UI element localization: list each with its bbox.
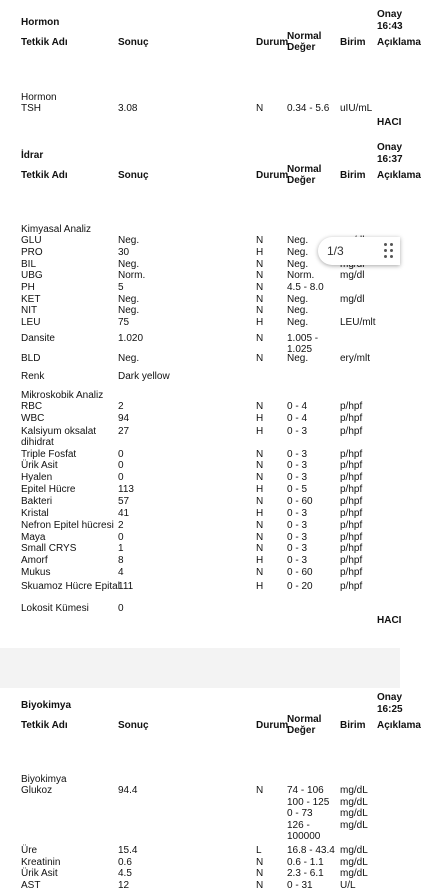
table-row-unit: mg/dl — [340, 294, 365, 305]
table-row-name: AST — [21, 880, 41, 891]
column-header-unit: Birim — [340, 37, 366, 48]
table-row-range: 0 - 3 — [287, 520, 308, 531]
section-title: İdrar — [21, 150, 44, 161]
table-row-result: 0 — [118, 460, 124, 471]
table-row-range: 100 - 125 — [287, 797, 330, 808]
table-row-name: Ürik Asit — [21, 460, 58, 471]
table-row-unit: p/hpf — [340, 508, 363, 519]
table-row-name: Kreatinin — [21, 857, 61, 868]
table-row-unit: p/hpf — [340, 460, 363, 471]
table-row-result: 75 — [118, 317, 130, 328]
group-label: Mikroskobik Analiz — [21, 390, 104, 401]
table-row-range: 0.34 - 5.6 — [287, 103, 330, 114]
table-row-status: N — [256, 270, 264, 281]
table-row-status: L — [256, 845, 262, 856]
table-row-name: RBC — [21, 401, 43, 412]
table-row-status: N — [256, 868, 264, 879]
table-row-status: H — [256, 555, 264, 566]
table-row-unit: mg/dL — [340, 785, 368, 796]
table-row-unit: p/hpf — [340, 426, 363, 437]
section-title: Biyokimya — [21, 700, 72, 711]
column-header-result: Sonuç — [118, 720, 149, 731]
table-row-name: Epitel Hücre — [21, 484, 76, 495]
table-row-name: Glukoz — [21, 785, 53, 796]
column-header-unit: Birim — [340, 170, 366, 181]
table-row-result: 5 — [118, 282, 124, 293]
table-row-unit: p/hpf — [340, 484, 363, 495]
table-row-name: Small CRYS — [21, 543, 77, 554]
table-row-unit: p/hpf — [340, 472, 363, 483]
table-row-name: Kristal — [21, 508, 49, 519]
table-row-status: N — [256, 880, 264, 891]
group-label: Hormon — [21, 92, 57, 103]
table-row-unit: p/hpf — [340, 581, 363, 592]
table-row-unit: U/L — [340, 880, 356, 891]
table-row-result: 27 — [118, 426, 130, 437]
table-row-result: 0 — [118, 532, 124, 543]
approval-label: Onay — [377, 9, 403, 20]
table-row-range: 0 - 3 — [287, 472, 308, 483]
table-row-result: 1.020 — [118, 333, 144, 344]
table-row-name: UBG — [21, 270, 43, 281]
column-header-normal-range: Normal Değer — [287, 714, 322, 736]
table-row-result: 94 — [118, 413, 130, 424]
column-header-result: Sonuç — [118, 170, 149, 181]
column-header-status: Durum — [256, 720, 289, 731]
table-row-name: Amorf — [21, 555, 48, 566]
table-row-result: 30 — [118, 247, 130, 258]
table-row-unit: p/hpf — [340, 543, 363, 554]
table-row-result: Neg. — [118, 353, 140, 364]
table-row-result: Neg. — [118, 294, 140, 305]
table-row-range: 0 - 3 — [287, 460, 308, 471]
table-row-name: TSH — [21, 103, 41, 114]
table-row-unit: mg/dL — [340, 820, 368, 831]
table-row-unit: ery/mlt — [340, 353, 370, 364]
table-row-unit: LEU/mlt — [340, 317, 376, 328]
table-row-status: H — [256, 413, 264, 424]
table-row-range: Neg. — [287, 294, 309, 305]
table-row-name: Skuamoz Hücre Epital — [21, 581, 120, 592]
column-header-note: Açıklama — [377, 720, 421, 731]
table-row-unit: p/hpf — [340, 496, 363, 507]
table-row-unit: p/hpf — [340, 449, 363, 460]
column-header-note: Açıklama — [377, 170, 421, 181]
column-header-normal-range: Normal Değer — [287, 31, 322, 53]
table-row-unit: p/hpf — [340, 532, 363, 543]
table-row-range: 0 - 3 — [287, 555, 308, 566]
table-row-unit: p/hpf — [340, 567, 363, 578]
table-row-result: 15.4 — [118, 845, 138, 856]
table-row-unit: p/hpf — [340, 413, 363, 424]
table-row-range: Neg. — [287, 247, 309, 258]
table-row-range: 4.5 - 8.0 — [287, 282, 324, 293]
table-row-status: N — [256, 294, 264, 305]
table-row-name: KET — [21, 294, 41, 305]
table-row-status: H — [256, 484, 264, 495]
table-row-range: Neg. — [287, 259, 309, 270]
table-row-range: 0 - 3 — [287, 532, 308, 543]
group-label: Kimyasal Analiz — [21, 224, 92, 235]
table-row-result: 0.6 — [118, 857, 132, 868]
table-row-result: 4 — [118, 567, 124, 578]
table-row-name: Nefron Epitel hücresi — [21, 520, 114, 531]
table-row-result: 0 — [118, 472, 124, 483]
table-row-range: 16.8 - 43.4 — [287, 845, 335, 856]
table-row-range: 0 - 60 — [287, 567, 313, 578]
table-row-result: 113 — [118, 484, 134, 495]
table-row-range: 0 - 3 — [287, 543, 308, 554]
column-header-result: Sonuç — [118, 37, 149, 48]
table-row-status: N — [256, 103, 264, 114]
table-row-range: Neg. — [287, 235, 309, 246]
section-title: Hormon — [21, 17, 60, 28]
table-row-name: Hyalen — [21, 472, 53, 483]
table-row-status: H — [256, 581, 264, 592]
table-row-status: N — [256, 520, 264, 531]
table-row-status: N — [256, 785, 264, 796]
table-row-name: Mukus — [21, 567, 51, 578]
table-row-status: H — [256, 247, 264, 258]
table-row-unit: mg/dL — [340, 797, 368, 808]
approval-time: 16:37 — [377, 154, 403, 165]
table-row-status: N — [256, 857, 264, 868]
table-row-name: BLD — [21, 353, 41, 364]
table-row-unit: mg/dl — [340, 270, 365, 281]
table-row-range: Neg. — [287, 317, 309, 328]
table-row-range: 0.6 - 1.1 — [287, 857, 324, 868]
table-row-name: NIT — [21, 305, 38, 316]
signer-label: HACI — [377, 615, 402, 626]
table-row-range: Neg. — [287, 305, 309, 316]
table-row-status: N — [256, 282, 264, 293]
table-row-result: Norm. — [118, 270, 146, 281]
table-row-name: Ürik Asit — [21, 868, 58, 879]
table-row-status: N — [256, 305, 264, 316]
column-header-status: Durum — [256, 37, 289, 48]
table-row-name: Maya — [21, 532, 46, 543]
table-row-result: Neg. — [118, 235, 140, 246]
table-row-result: 4.5 — [118, 868, 132, 879]
table-row-range: 0 - 3 — [287, 508, 308, 519]
table-row-status: N — [256, 460, 264, 471]
table-row-status: N — [256, 496, 264, 507]
column-header-normal-range: Normal Değer — [287, 164, 322, 186]
table-row-status: H — [256, 317, 264, 328]
table-row-range: 0 - 3 — [287, 426, 308, 437]
table-row-unit: p/hpf — [340, 520, 363, 531]
table-row-result: 2 — [118, 401, 124, 412]
column-header-unit: Birim — [340, 720, 366, 731]
approval-label: Onay — [377, 142, 403, 153]
table-row-name: WBC — [21, 413, 45, 424]
table-row-status: H — [256, 426, 264, 437]
table-row-result: 94.4 — [118, 785, 138, 796]
table-row-result: 111 — [118, 581, 134, 592]
table-row-result: 3.08 — [118, 103, 138, 114]
column-header-test-name: Tetkik Adı — [21, 170, 68, 181]
table-row-unit: p/hpf — [340, 401, 363, 412]
approval-time: 16:25 — [377, 704, 403, 715]
table-row-status: N — [256, 567, 264, 578]
page-separator — [0, 648, 400, 688]
table-row-status: N — [256, 543, 264, 554]
table-row-result: 1 — [118, 543, 124, 554]
table-row-unit: mg/dL — [340, 868, 368, 879]
table-row-range: 0 - 4 — [287, 401, 308, 412]
table-row-status: H — [256, 508, 264, 519]
approval-label: Onay — [377, 692, 403, 703]
approval-time: 16:43 — [377, 21, 403, 32]
table-row-name: PH — [21, 282, 35, 293]
table-row-name: LEU — [21, 317, 41, 328]
table-row-result: 41 — [118, 508, 130, 519]
column-header-status: Durum — [256, 170, 289, 181]
table-row-range: 74 - 106 — [287, 785, 324, 796]
table-row-unit: mg/dL — [340, 845, 368, 856]
grid-dots-icon[interactable] — [384, 243, 396, 259]
table-row-result: Neg. — [118, 259, 140, 270]
group-label: Biyokimya — [21, 774, 67, 785]
table-row-result: 0 — [118, 603, 124, 614]
table-row-name: Üre — [21, 845, 38, 856]
table-row-result: 0 — [118, 449, 124, 460]
table-row-unit: uIU/mL — [340, 103, 373, 114]
table-row-name: BIL — [21, 259, 37, 270]
table-row-status: N — [256, 235, 264, 246]
table-row-name: Dansite — [21, 333, 55, 344]
table-row-result: 8 — [118, 555, 124, 566]
table-row-status: N — [256, 401, 264, 412]
table-row-range: Neg. — [287, 353, 309, 364]
table-row-status: N — [256, 472, 264, 483]
table-row-unit: p/hpf — [340, 555, 363, 566]
table-row-name: GLU — [21, 235, 42, 246]
page-indicator[interactable] — [318, 237, 400, 265]
table-row-result: Neg. — [118, 305, 140, 316]
table-row-range: 0 - 73 — [287, 808, 313, 819]
table-row-unit: mg/dL — [340, 808, 368, 819]
signer-label: HACI — [377, 117, 402, 128]
table-row-result: Dark yellow — [118, 371, 170, 382]
table-row-range: 2.3 - 6.1 — [287, 868, 324, 879]
table-row-range: 0 - 4 — [287, 413, 308, 424]
table-row-range: 0 - 31 — [287, 880, 313, 891]
table-row-range: 0 - 20 — [287, 581, 313, 592]
table-row-status: N — [256, 259, 264, 270]
table-row-status: N — [256, 532, 264, 543]
table-row-status: N — [256, 333, 264, 344]
table-row-range: 1.005 - 1.025 — [287, 333, 319, 355]
table-row-status: N — [256, 449, 264, 460]
page-counter: 1/3 — [327, 244, 344, 258]
column-header-test-name: Tetkik Adı — [21, 720, 68, 731]
table-row-name: Bakteri — [21, 496, 53, 507]
table-row-range: 126 - 100000 — [287, 820, 321, 842]
table-row-status: N — [256, 353, 264, 364]
table-row-range: Norm. — [287, 270, 315, 281]
table-row-range: 0 - 3 — [287, 449, 308, 460]
table-row-name: Triple Fosfat — [21, 449, 77, 460]
table-row-result: 2 — [118, 520, 124, 531]
table-row-name: Lokosit Kümesi — [21, 603, 89, 614]
table-row-result: 12 — [118, 880, 130, 891]
table-row-unit: mg/dL — [340, 857, 368, 868]
table-row-result: 57 — [118, 496, 130, 507]
table-row-range: 0 - 5 — [287, 484, 308, 495]
table-row-name: PRO — [21, 247, 43, 258]
table-row-name: Kalsiyum oksalat dihidrat — [21, 426, 97, 448]
table-row-range: 0 - 60 — [287, 496, 313, 507]
column-header-note: Açıklama — [377, 37, 421, 48]
table-row-name: Renk — [21, 371, 45, 382]
column-header-test-name: Tetkik Adı — [21, 37, 68, 48]
